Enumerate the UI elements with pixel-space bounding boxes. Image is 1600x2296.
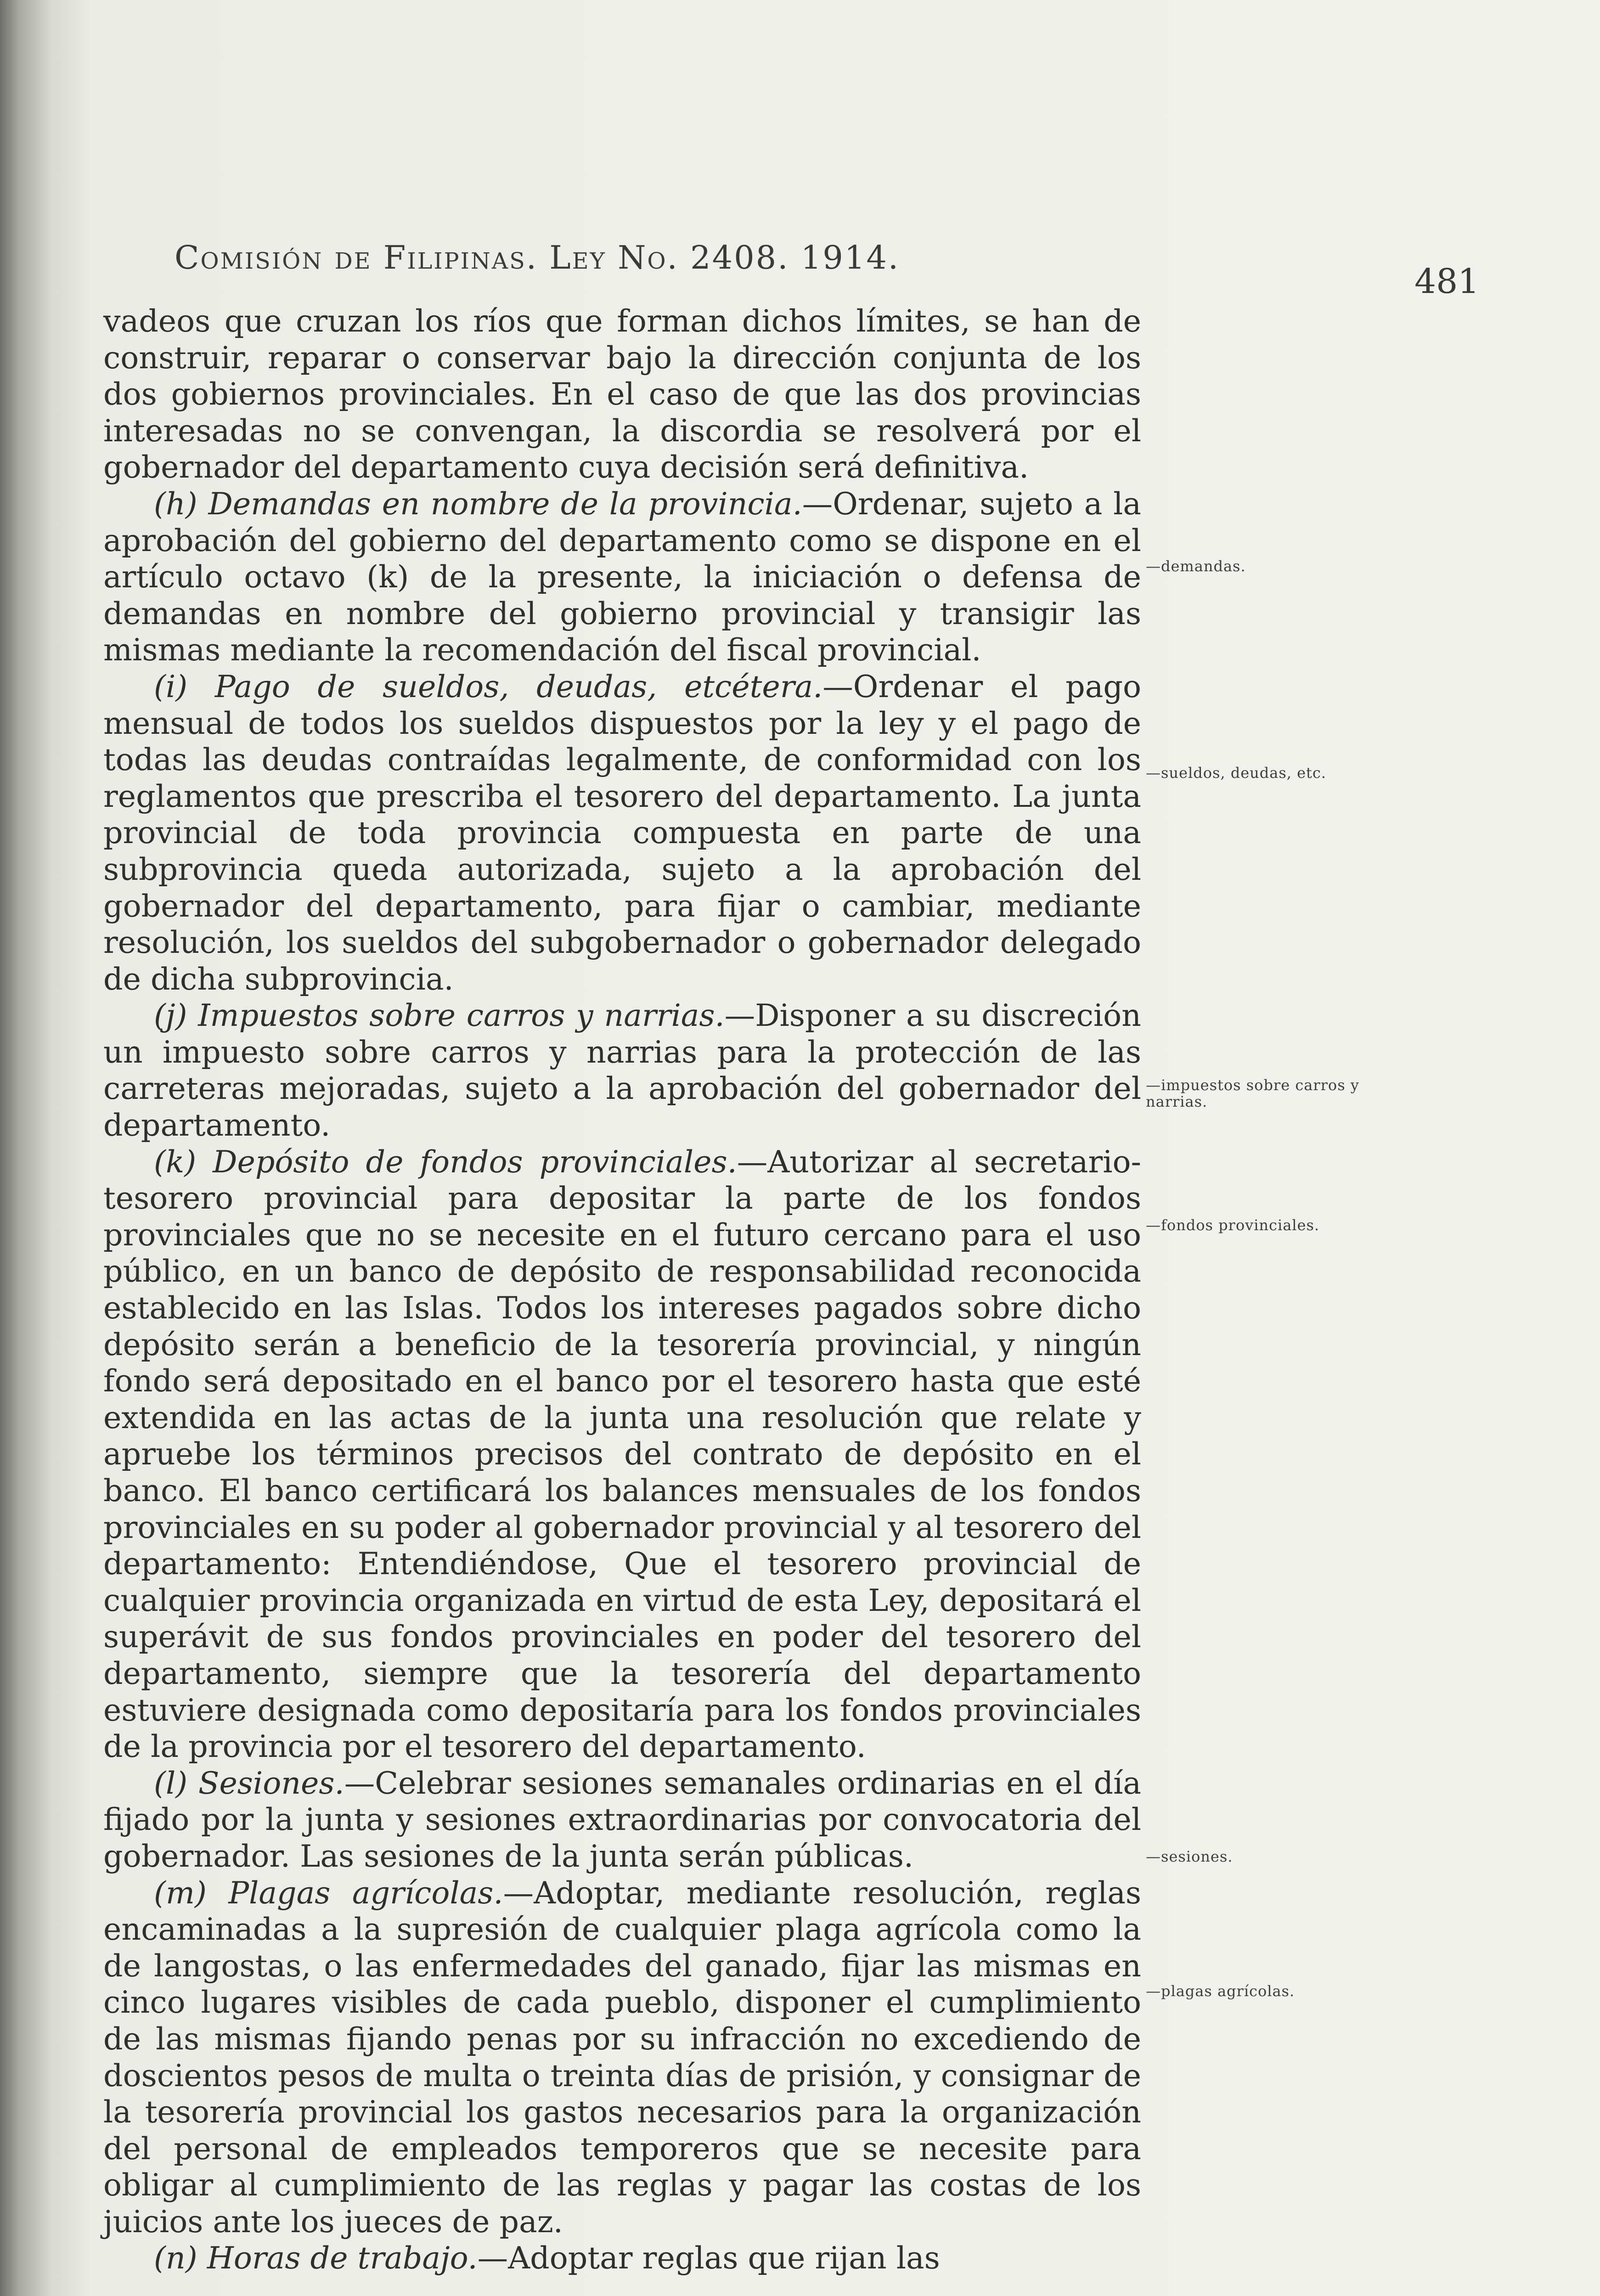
margin-note-plagas: —plagas agrícolas. [1146, 1982, 1295, 2000]
header-title: Comisión de Filipinas. [175, 239, 538, 276]
page-number: 481 [1414, 262, 1480, 301]
paragraph-continuation: vadeos que cruzan los ríos que forman dichos límites, se han de construir, reparar o conservar bajo la dirección conjunta de los dos gobiernos provinciales. En el caso de que las dos provincias interesadas no se convengan, la discordia se resolverá por el gobernador del departamento cuya decisión será definitiva. [103, 303, 1141, 485]
body-text [103, 303, 1141, 2277]
section-h: (h) Demandas en nombre de la provincia.—Ordenar, sujeto a la aprobación del gobierno del departamento como se dispone en el artículo octavo (k) de la presente, la iniciación o defensa de demandas en nombre del gobierno provincial y transigir las mismas mediante la recomendación del fiscal provincial. [103, 485, 1142, 668]
section-l: (l) Sesiones.—Celebrar sesiones semanales ordinarias en el día fijado por la junta y sesiones extraordinarias por convocatoria del gobernador. Las sesiones de la junta serán públicas. [103, 1765, 1141, 1874]
margin-note-impuestos: —impuestos sobre carros y narrias. [1146, 1076, 1359, 1110]
section-i: (i) Pago de sueldos, deudas, etcétera.—Ordenar el pago mensual de todos los sueldos dispuestos por la ley y el pago de todas las deudas contraídas legalmente, de conformidad con los reglamentos que prescriba el tesorero del departamento. La junta provincial de toda provincia compuesta en parte de una subprovincia queda autorizada, sujeto a la aprobación del gobernador del departamento, para fijar o cambiar, mediante resolución, los sueldos del subgobernador o gobernador delegado de dicha subprovincia. [103, 668, 1142, 997]
margin-note-fondos: —fondos provinciales. [1146, 1216, 1320, 1234]
margin-note-demandas: —demandas. [1146, 557, 1246, 575]
section-k: (k) Depósito de fondos provinciales.—Autorizar al secretario-tesorero provincial para depositar la parte de los fondos provinciales que no se necesite en el futuro cercano para el uso público, en un banco de depósito de responsabilidad reconocida establecido en las Islas. Todos los intereses pagados sobre dicho depósito serán a beneficio de la tesorería provincial, y ningún fondo será depositado en el banco por el tesorero hasta que esté extendida en las actas de la junta una resolución que relate y apruebe los términos precisos del contrato de depósito en el banco. El banco certificará los balances mensuales de los fondos provinciales en su poder al gobernador provincial y al tesorero del departamento: Entendiéndose, Que el tesorero provincial de cualquier provincia organizada en virtud de esta Ley, depositará el superávit de sus fondos provinciales en poder del tesorero del departamento, siempre que la tesorería del departamento estuviere designada como depositaría para los fondos provinciales de la provincia por el tesorero del departamento. [103, 1143, 1141, 1765]
header-year: 1914. [800, 239, 900, 276]
margin-note-sesiones: —sesiones. [1146, 1848, 1233, 1865]
section-j: (j) Impuestos sobre carros y narrias.—Disponer a su discreción un impuesto sobre carros y narrias para la protección de las carreteras mejoradas, sujeto a la aprobación del gobernador del departamento. [103, 997, 1141, 1143]
section-n: (n) Horas de trabajo.—Adoptar reglas que rijan las [154, 2240, 940, 2276]
margin-note-sueldos: —sueldos, deudas, etc. [1146, 764, 1326, 782]
header-law: Ley No. 2408. [549, 239, 789, 276]
section-m: (m) Plagas agrícolas.—Adoptar, mediante resolución, reglas encaminadas a la supresión de cualquier plaga agrícola como la de langostas, o las enfermedades del ganado, fijar las mismas en cinco lugares visibles de cada pueblo, disponer el cumplimiento de las mismas fijando penas por su infracción no excediendo de doscientos pesos de multa o treinta días de prisión, y consignar de la tesorería provincial los gastos necesarios para la organización del personal de empleados temporeros que se necesite para obligar al cumplimiento de las reglas y pagar las costas de los juicios ante los jueces de paz. [103, 1874, 1142, 2240]
running-header [175, 239, 1047, 276]
